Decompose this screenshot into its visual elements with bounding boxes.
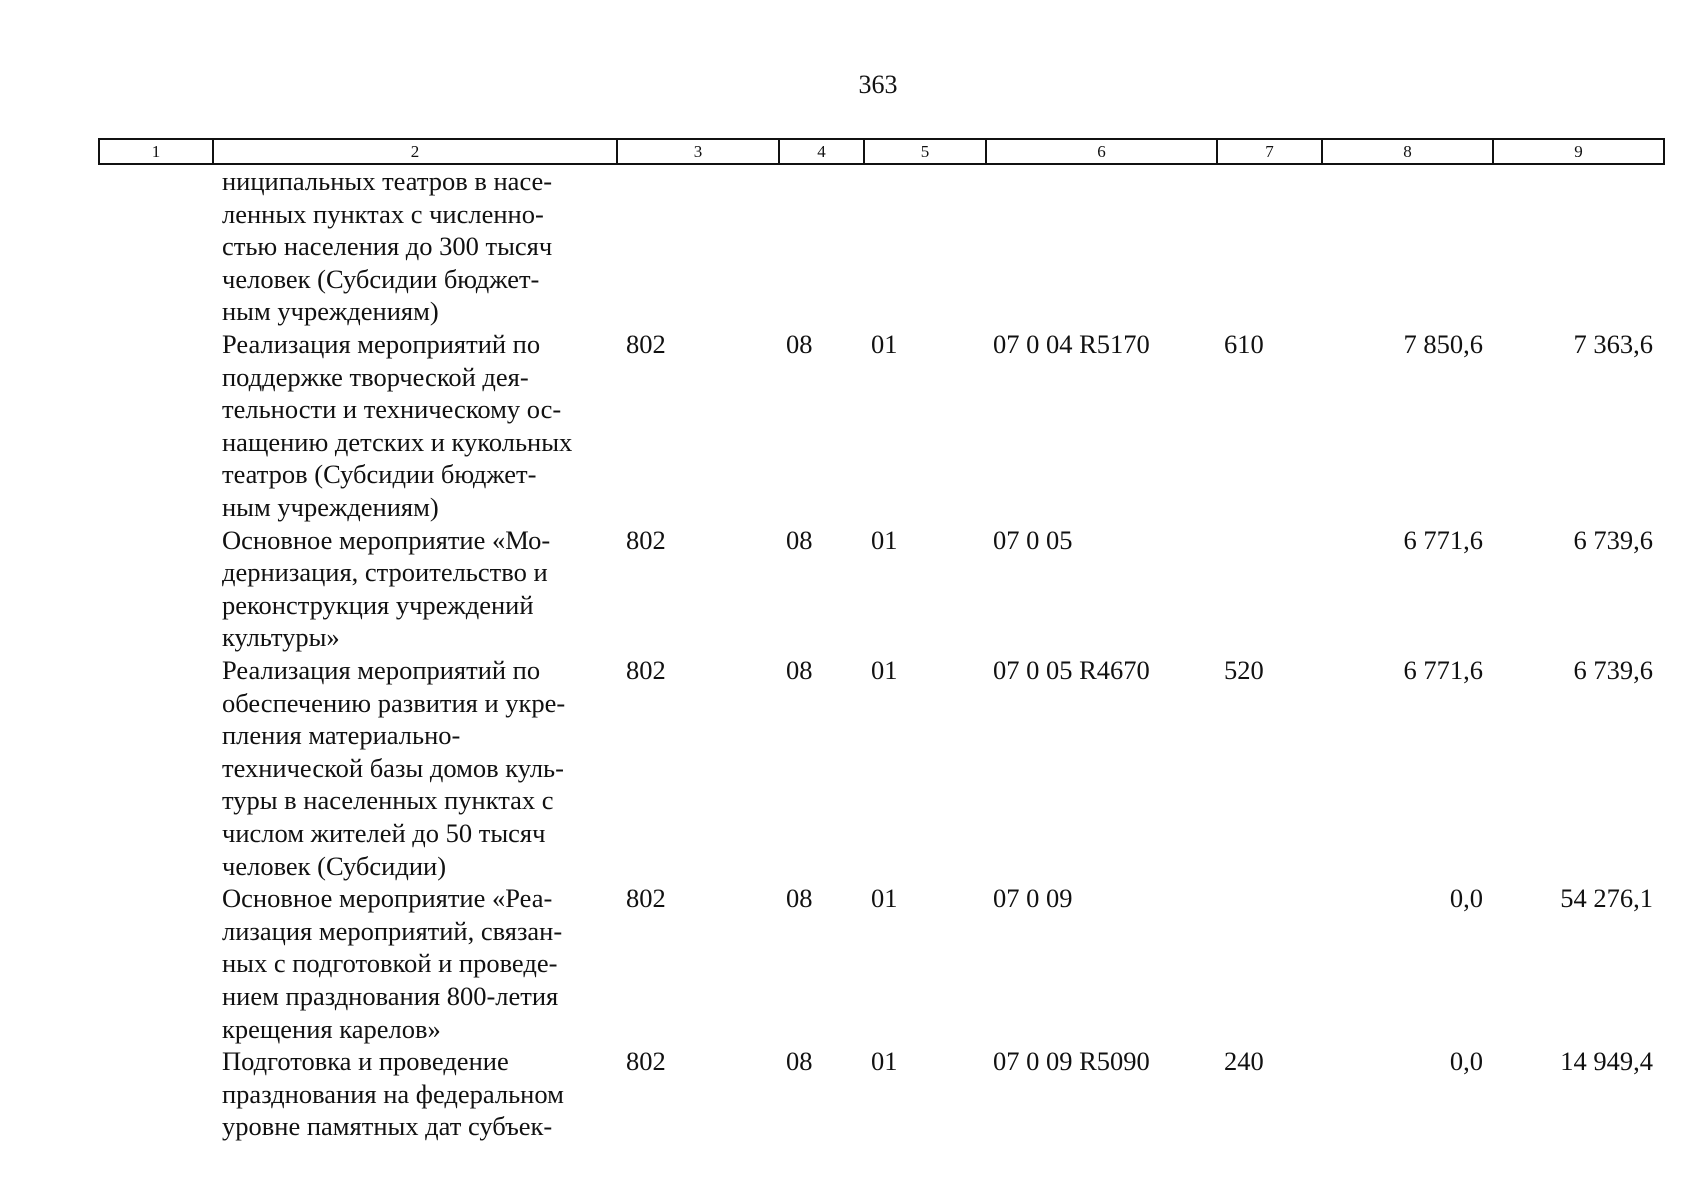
subsection-code: 01 xyxy=(871,524,898,555)
row-description xyxy=(222,1045,612,1143)
subsection-code: 01 xyxy=(871,654,898,685)
amount-column-9: 14 949,4 xyxy=(1560,1046,1653,1077)
description-line: туры в населенных пунктах с xyxy=(222,785,554,816)
section-code: 08 xyxy=(786,329,813,359)
column-number-6: 6 xyxy=(985,140,1216,163)
description-line: ных с подготовкой и проведе- xyxy=(222,948,558,979)
description-line: ленных пунктах с численно- xyxy=(222,198,544,229)
description-line: числом жителей до 50 тысяч xyxy=(222,817,546,848)
row-description xyxy=(222,524,612,654)
description-line: культуры» xyxy=(222,622,340,653)
section-code: 08 xyxy=(786,1046,813,1077)
description-line: Реализация мероприятий по xyxy=(222,654,541,685)
subsection-code: 01 xyxy=(871,1046,898,1077)
description-line: Основное мероприятие «Реа- xyxy=(222,883,553,914)
description-line: Реализация мероприятий по xyxy=(222,329,541,359)
expense-type-code: 610 xyxy=(1224,329,1264,359)
table-column-header xyxy=(98,138,1665,165)
description-line: нием празднования 800-летия xyxy=(222,980,559,1011)
department-code: 802 xyxy=(626,654,666,685)
description-line: технической базы домов куль- xyxy=(222,752,564,783)
column-number-1: 1 xyxy=(151,142,161,161)
department-code: 802 xyxy=(626,883,666,914)
column-number-4: 4 xyxy=(778,140,863,163)
column-number-2: 2 xyxy=(212,140,616,163)
description-line: пления материально- xyxy=(222,720,461,751)
amount-column-8: 7 850,6 xyxy=(1403,329,1483,359)
description-line: ниципальных театров в насе- xyxy=(222,166,553,196)
department-code: 802 xyxy=(626,329,666,359)
expense-type-code: 520 xyxy=(1224,654,1264,685)
description-line: нащению детских и кукольных xyxy=(222,426,573,457)
row-description xyxy=(222,165,612,328)
section-code: 08 xyxy=(786,654,813,685)
description-line: ным учреждениям) xyxy=(222,296,439,327)
section-code: 08 xyxy=(786,524,813,555)
row-description xyxy=(222,328,612,524)
description-line: уровне памятных дат субъек- xyxy=(222,1111,553,1142)
description-line: дернизация, строительство и xyxy=(222,557,548,588)
description-line: Подготовка и проведение xyxy=(222,1046,509,1077)
target-article-code: 07 0 09 R5090 xyxy=(993,1046,1150,1077)
amount-column-9: 7 363,6 xyxy=(1573,329,1653,359)
department-code: 802 xyxy=(626,524,666,555)
amount-column-8: 6 771,6 xyxy=(1403,524,1483,555)
column-number-7: 7 xyxy=(1216,140,1321,163)
amount-column-8: 0,0 xyxy=(1449,1046,1483,1077)
page-number: 363 xyxy=(858,70,898,99)
description-line: реконструкция учреждений xyxy=(222,589,534,620)
department-code: 802 xyxy=(626,1046,666,1077)
target-article-code: 07 0 05 xyxy=(993,524,1073,555)
amount-column-8: 0,0 xyxy=(1449,883,1483,914)
column-number-5: 5 xyxy=(863,140,985,163)
amount-column-8: 6 771,6 xyxy=(1403,654,1483,685)
subsection-code: 01 xyxy=(871,329,898,359)
column-number-8: 8 xyxy=(1321,140,1492,163)
amount-column-9: 54 276,1 xyxy=(1560,883,1653,914)
description-line: празднования на федеральном xyxy=(222,1078,564,1109)
description-line: ным учреждениям) xyxy=(222,491,439,522)
description-line: человек (Субсидии бюджет- xyxy=(222,263,540,294)
description-line: человек (Субсидии) xyxy=(222,850,447,881)
description-line: лизация мероприятий, связан- xyxy=(222,915,563,946)
description-line: обеспечению развития и укре- xyxy=(222,687,566,718)
amount-column-9: 6 739,6 xyxy=(1573,654,1653,685)
column-number-3: 3 xyxy=(616,140,778,163)
amount-column-9: 6 739,6 xyxy=(1573,524,1653,555)
target-article-code: 07 0 05 R4670 xyxy=(993,654,1150,685)
expense-type-code: 240 xyxy=(1224,1046,1264,1077)
description-line: стью населения до 300 тысяч xyxy=(222,231,553,262)
section-code: 08 xyxy=(786,883,813,914)
description-line: Основное мероприятие «Мо- xyxy=(222,524,551,555)
row-description xyxy=(222,654,612,882)
description-line: крещения карелов» xyxy=(222,1013,441,1044)
description-line: поддержке творческой дея- xyxy=(222,361,529,392)
description-line: тельности и техническому ос- xyxy=(222,394,562,425)
column-number-9: 9 xyxy=(1492,140,1663,163)
subsection-code: 01 xyxy=(871,883,898,914)
row-description xyxy=(222,882,612,1045)
description-line: театров (Субсидии бюджет- xyxy=(222,459,537,490)
target-article-code: 07 0 09 xyxy=(993,883,1073,914)
target-article-code: 07 0 04 R5170 xyxy=(993,329,1150,359)
